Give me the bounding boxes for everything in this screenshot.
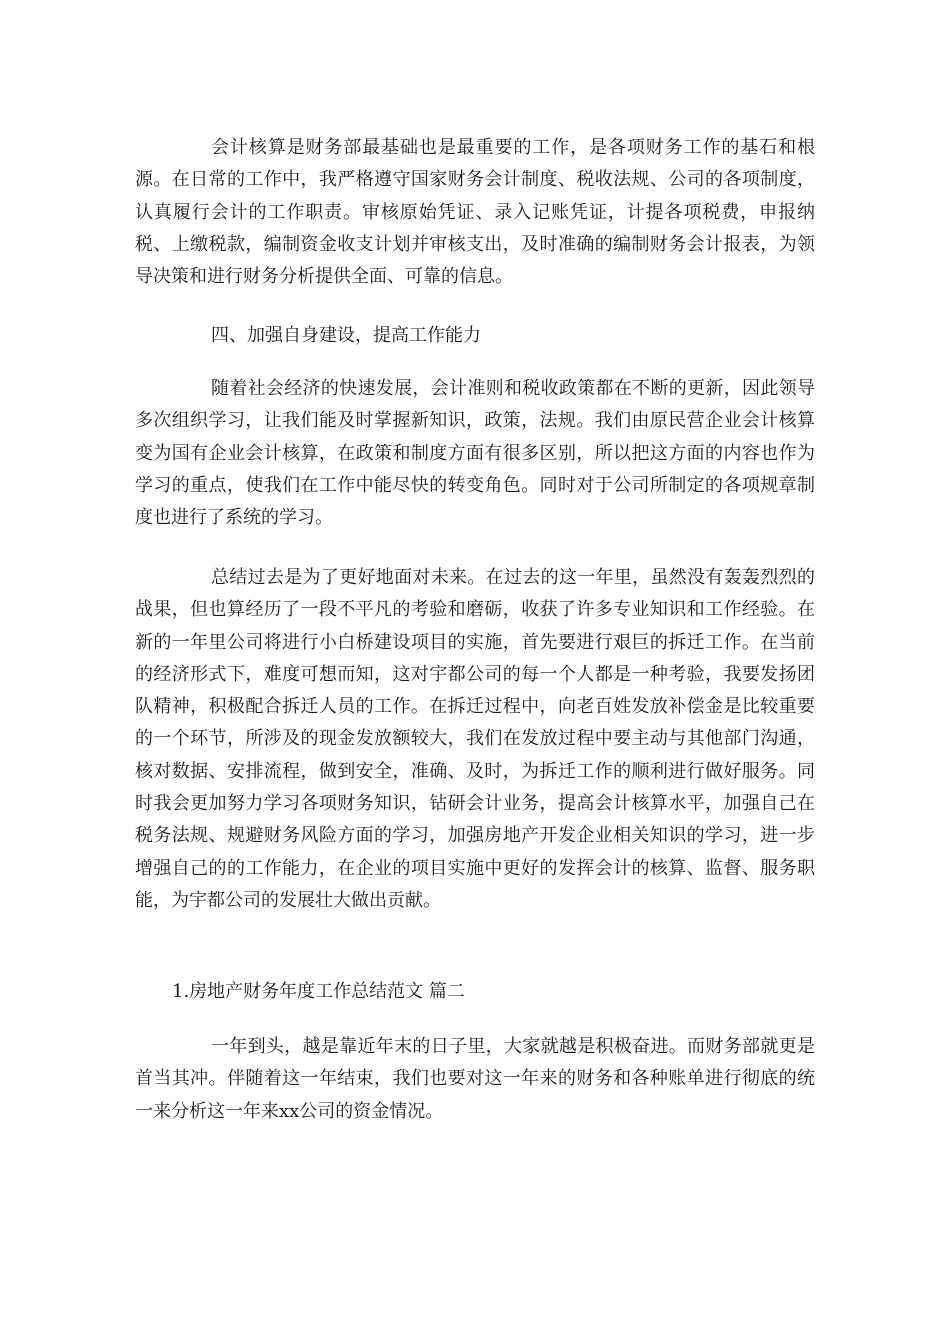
paragraph-future-plan: 总结过去是为了更好地面对未来。在过去的这一年里，虽然没有轰轰烈烈的战果，但也算经历了一段不平凡的考验和磨砺，收获了许多专业知识和工作经验。在新的一年里公司将进行小白桥建设项目的实施，首先要进行艰巨的拆迁工作。在当前的经济形式下，难度可想而知，这对宇都公司的每一个人都是一种考验，我要发扬团队精神，积极配合拆迁人员的工作。在拆迁过程中，向老百姓发放补偿金是比较重要的一个环节，所涉及的现金发放额较大，我们在发放过程中要主动与其他部门沟通，核对数据、安排流程，做到安全，准确、及时，为拆迁工作的顺利进行做好服务。同时我会更加努力学习各项财务知识，钻研会计业务，提高会计核算水平，加强自己在税务法规、规避财务风险方面的学习，加强房地产开发企业相关知识的学习，进一步增强自己的的工作能力，在企业的项目实施中更好的发挥会计的核算、监督、服务职能，为宇都公司的发展壮大做出贡献。: [135, 567, 815, 911]
paragraph-accounting-core: 会计核算是财务部最基础也是最重要的工作，是各项财务工作的基石和根源。在日常的工作中，我严格遵守国家财务会计制度、税收法规、公司的各项制度，认真履行会计的工作职责。审核原始凭证、录入记账凭证，计提各项税费，申报纳税、上缴税款，编制资金收支计划并审核支出，及时准确的编制财务会计报表，为领导决策和进行财务分析提供全面、可靠的信息。: [135, 137, 815, 288]
section-heading-self-improvement: 四、加强自身建设，提高工作能力: [211, 325, 481, 346]
list-heading-part-two: 1.房地产财务年度工作总结范文 篇二: [172, 981, 465, 1002]
paragraph-year-end: 一年到头，越是靠近年末的日子里，大家就越是积极奋进。而财务部就更是首当其冲。伴随着这一年结束，我们也要对这一年来的财务和各种账单进行彻底的统一来分析这一年来xx公司的资金情况。: [135, 1036, 815, 1122]
paragraph-learning: 随着社会经济的快速发展，会计准则和税收政策都在不断的更新，因此领导多次组织学习，让我们能及时掌握新知识，政策，法规。我们由原民营企业会计核算变为国有企业会计核算，在政策和制度方面有很多区别，所以把这方面的内容也作为学习的重点，使我们在工作中能尽快的转变角色。同时对于公司所制定的各项规章制度也进行了系统的学习。: [135, 378, 815, 529]
